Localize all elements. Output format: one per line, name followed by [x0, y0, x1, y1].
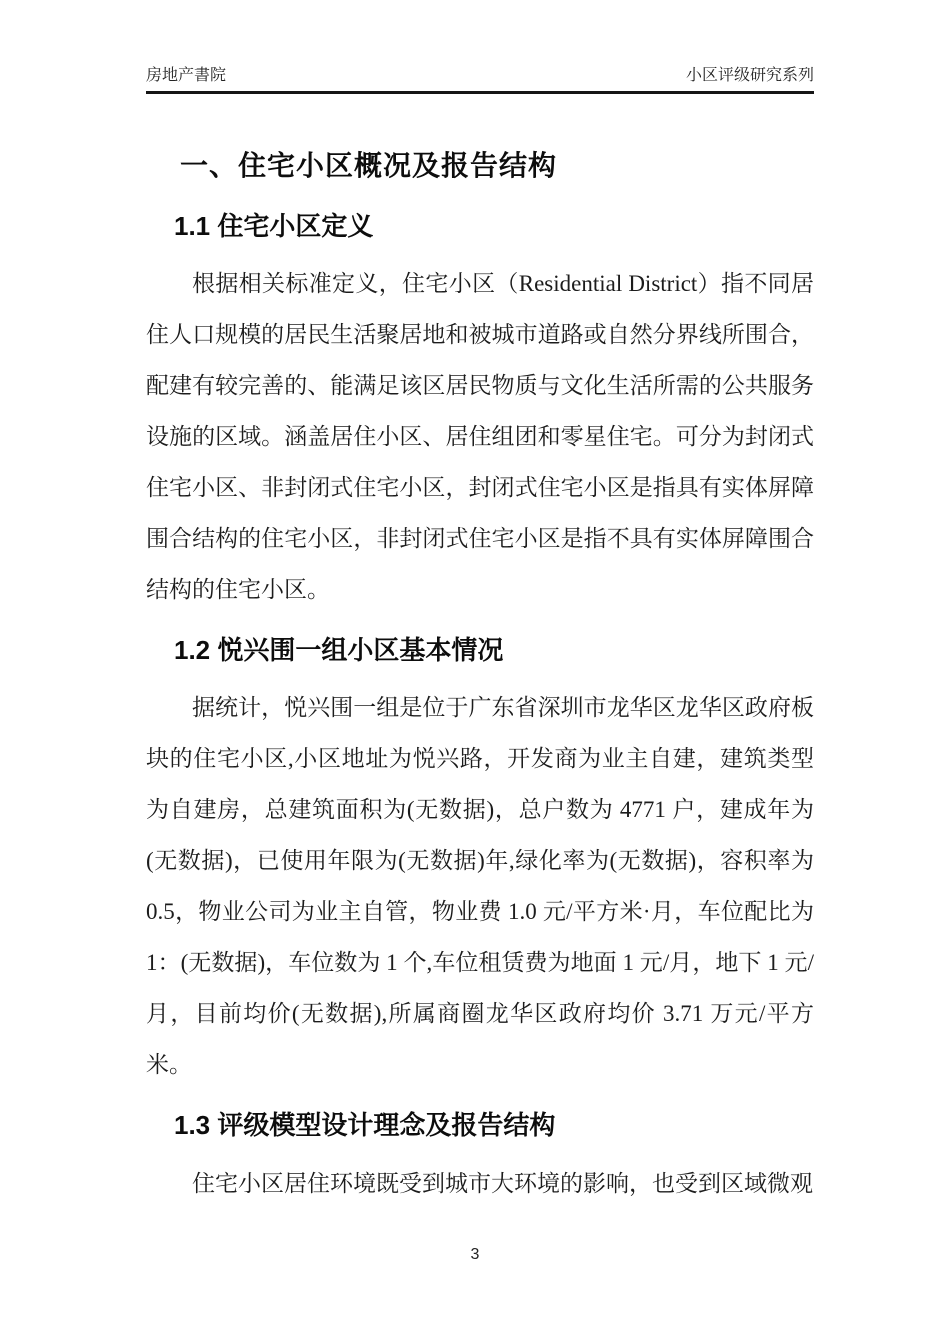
paragraph-model-intro: 住宅小区居住环境既受到城市大环境的影响，也受到区域微观 [192, 1170, 813, 1196]
document-page [146, 0, 814, 1344]
section-heading-1-1: 1.1 住宅小区定义 [174, 211, 374, 241]
paragraph-basic-info: 据统计，悦兴围一组是位于广东省深圳市龙华区龙华区政府板块的住宅小区,小区地址为悦兴路，开发商为业主自建，建筑类型为自建房，总建筑面积为(无数据)，总户数为 4771 户，建成年为(无数据)，已使用年限为(无数据)年,绿化率为(无数据)，容积率为 0.5，物业公司为业主自管，物业费 1.0 元/平方米·月，车位配比为 1：(无数据)，车位数为 1 个,车位租赁费为地面 1 元/月，地下 1 元/月，目前均价(无数据),所属商圈龙华区政府均价 3.71 万元/平方米。 [146, 695, 814, 1078]
header-left-text: 房地产書院 [146, 67, 227, 84]
section-heading-1-3: 1.3 评级模型设计理念及报告结构 [174, 1110, 556, 1141]
section-heading-1-2: 1.2 悦兴围一组小区基本情况 [174, 635, 504, 666]
chapter-title: 一、住宅小区概况及报告结构 [180, 150, 558, 181]
page-number: 3 [470, 1246, 480, 1263]
running-header [146, 62, 814, 94]
header-right-text: 小区评级研究系列 [685, 67, 814, 84]
paragraph-definition: 根据相关标准定义，住宅小区（Residential District）指不同居住人口规模的居民生活聚居地和被城市道路或自然分界线所围合，配建有较完善的、能满足该区居民物质与文化生活所需的公共服务设施的区域。涵盖居住小区、居住组团和零星住宅。可分为封闭式住宅小区、非封闭式住宅小区，封闭式住宅小区是指具有实体屏障围合结构的住宅小区，非封闭式住宅小区是指不具有实体屏障围合结构的住宅小区。 [146, 271, 814, 603]
